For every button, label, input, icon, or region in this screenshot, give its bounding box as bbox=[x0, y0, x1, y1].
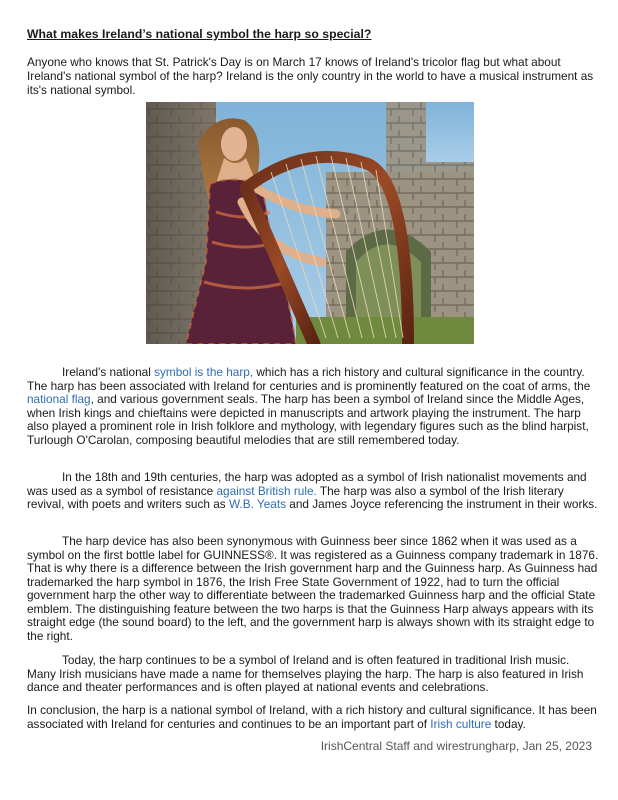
article-byline: IrishCentral Staff and wirestrungharp, Jan 25, 2023 bbox=[320, 739, 592, 753]
paragraph-today: Today, the harp continues to be a symbol of Ireland and is often featured in traditional Irish music. Many Irish musicians have made a name for themselves playing the harp. The harp is also featured in Irish dance and theater performances and is often played at national events and celebrations. bbox=[27, 653, 584, 694]
harpist-photo bbox=[146, 102, 474, 344]
link-symbol-is-the-harp[interactable]: symbol is the harp, bbox=[154, 365, 254, 379]
link-national-flag[interactable]: national flag bbox=[27, 392, 91, 406]
p1-text-c: , and various government seals. The harp has been a symbol of Ireland since the Middle Ages, when Irish kings and chieftains were depicted in manuscripts and artwork playing the instrument. The harp also played a prominent role in Irish folklore and mythology, with legendary figures such as the blind harpist, Turlough O'Carolan, composing beautiful melodies that are still remembered today. bbox=[27, 392, 589, 447]
article-title: What makes Ireland’s national symbol the harp so special? bbox=[27, 27, 372, 41]
link-irish-culture[interactable]: Irish culture bbox=[430, 716, 492, 731]
p2-text-a: In the 18th and 19th centuries, the harp was adopted as a symbol of Irish nationalist movements and was used as a symbol of resistance bbox=[27, 470, 587, 498]
p1-text-a: Ireland's national bbox=[62, 365, 155, 379]
paragraph-nationalism bbox=[27, 471, 599, 512]
p2-text-c: and James Joyce referencing the instrument in their works. bbox=[286, 497, 598, 511]
p1-text-b: which has a rich history and cultural significance in the country. The harp has been associated with Ireland for centuries and is prominently featured on the coat of arms, the bbox=[27, 365, 591, 393]
paragraph-guinness: The harp device has also been synonymous with Guinness beer since 1862 when it was used as a symbol on the first bottle label for GUINNESS®. It was registered as a Guinness company trademark in 1876. That is why there is a difference between the Irish government harp and the Guinness harp. As Guinness had trademarked the harp symbol in 1876, the Irish Free State Government of 1922, had to turn the official government harp the other way to differentiate between the trademarked Guinness harp and the official State emblem. The distinguishing feature between the two harps is that the Guinness Harp always appears with its straight edge (the sound board) to the left, and the government harp is always shown with its straight edge to the right. bbox=[27, 534, 599, 643]
paragraph-history bbox=[27, 366, 599, 447]
paragraph-conclusion bbox=[27, 704, 599, 731]
intro-paragraph: Anyone who knows that St. Patrick's Day is on March 17 knows of Ireland's tricolor flag but what about Ireland's national symbol of the harp? Ireland is the only country in the world to have a musical instrument as its's national symbol. bbox=[27, 55, 594, 97]
link-wb-yeats[interactable]: W.B. Yeats bbox=[228, 497, 287, 511]
p2-text-b: The harp was also a symbol of the Irish literary revival, with poets and writers such as bbox=[27, 483, 564, 511]
link-against-british-rule[interactable]: against British rule. bbox=[216, 483, 317, 498]
p5-text-a: In conclusion, the harp is a national symbol of Ireland, with a rich history and cultural significance. It has been associated with Ireland for centuries and continues to be an important part of bbox=[27, 703, 597, 731]
p5-text-b: today. bbox=[491, 716, 526, 731]
